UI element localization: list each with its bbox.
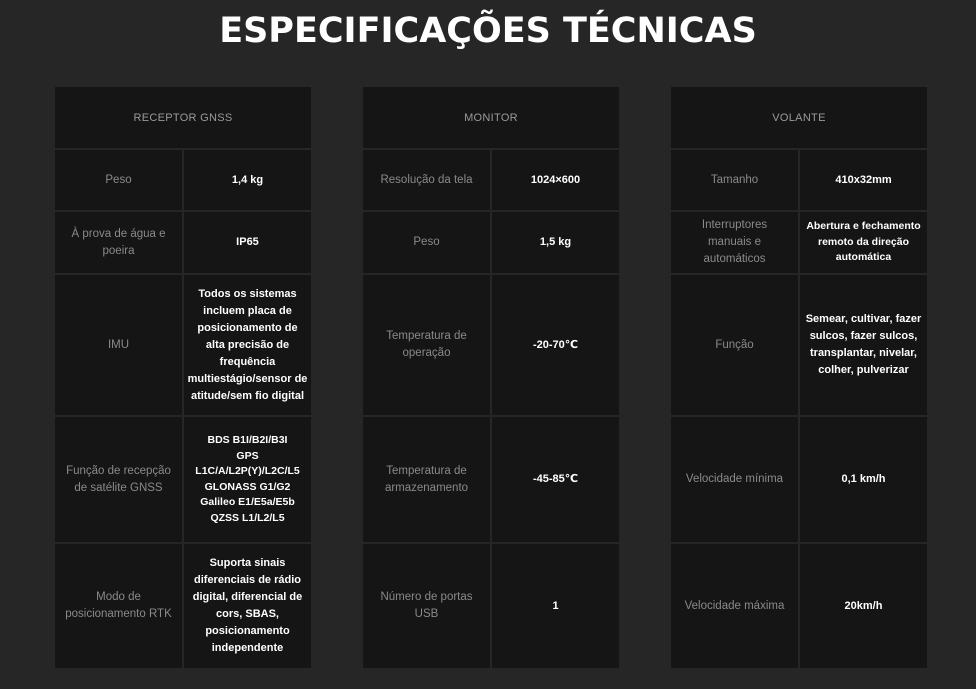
row-label: Função — [671, 275, 798, 415]
row-label: Número de portas USB — [363, 544, 490, 668]
row-value: 1,4 kg — [184, 150, 311, 210]
row-value: 410x32mm — [800, 150, 927, 210]
row-value: -45-85℃ — [492, 417, 619, 542]
row-value: Suporta sinais diferenciais de rádio digital, diferencial de cors, SBAS, posicionamento independente — [184, 544, 311, 668]
row-label: Tamanho — [671, 150, 798, 210]
row-label: IMU — [55, 275, 182, 415]
row-label: Temperatura de armazenamento — [363, 417, 490, 542]
row-value: 20km/h — [800, 544, 927, 668]
table-header: VOLANTE — [671, 87, 927, 148]
row-value: Abertura e fechamento remoto da direção automática — [800, 212, 927, 273]
table-header: MONITOR — [363, 87, 619, 148]
row-label: Resolução da tela — [363, 150, 490, 210]
row-label: À prova de água e poeira — [55, 212, 182, 273]
row-value: -20-70℃ — [492, 275, 619, 415]
row-label: Velocidade máxima — [671, 544, 798, 668]
row-label: Peso — [55, 150, 182, 210]
row-value: 1 — [492, 544, 619, 668]
row-label: Função de recepção de satélite GNSS — [55, 417, 182, 542]
row-label: Peso — [363, 212, 490, 273]
row-value: 0,1 km/h — [800, 417, 927, 542]
row-label: Modo de posicionamento RTK — [55, 544, 182, 668]
table-header: RECEPTOR GNSS — [55, 87, 311, 148]
row-value: Semear, cultivar, fazer sulcos, fazer sulcos, transplantar, nivelar, colher, pulverizar — [800, 275, 927, 415]
row-label: Velocidade mínima — [671, 417, 798, 542]
row-value: IP65 — [184, 212, 311, 273]
row-label: Interruptores manuais e automáticos — [671, 212, 798, 273]
row-value: Todos os sistemas incluem placa de posicionamento de alta precisão de frequência multiestágio/sensor de atitude/sem fio digital — [184, 275, 311, 415]
row-label: Temperatura de operação — [363, 275, 490, 415]
row-value: 1,5 kg — [492, 212, 619, 273]
row-value: 1024×600 — [492, 150, 619, 210]
row-value: BDS B1I/B2I/B3I GPS L1C/A/L2P(Y)/L2C/L5 GLONASS G1/G2 Galileo E1/E5a/E5b QZSS L1/L2/L5 — [184, 417, 311, 542]
page-title: ESPECIFICAÇÕES TÉCNICAS — [219, 11, 757, 51]
